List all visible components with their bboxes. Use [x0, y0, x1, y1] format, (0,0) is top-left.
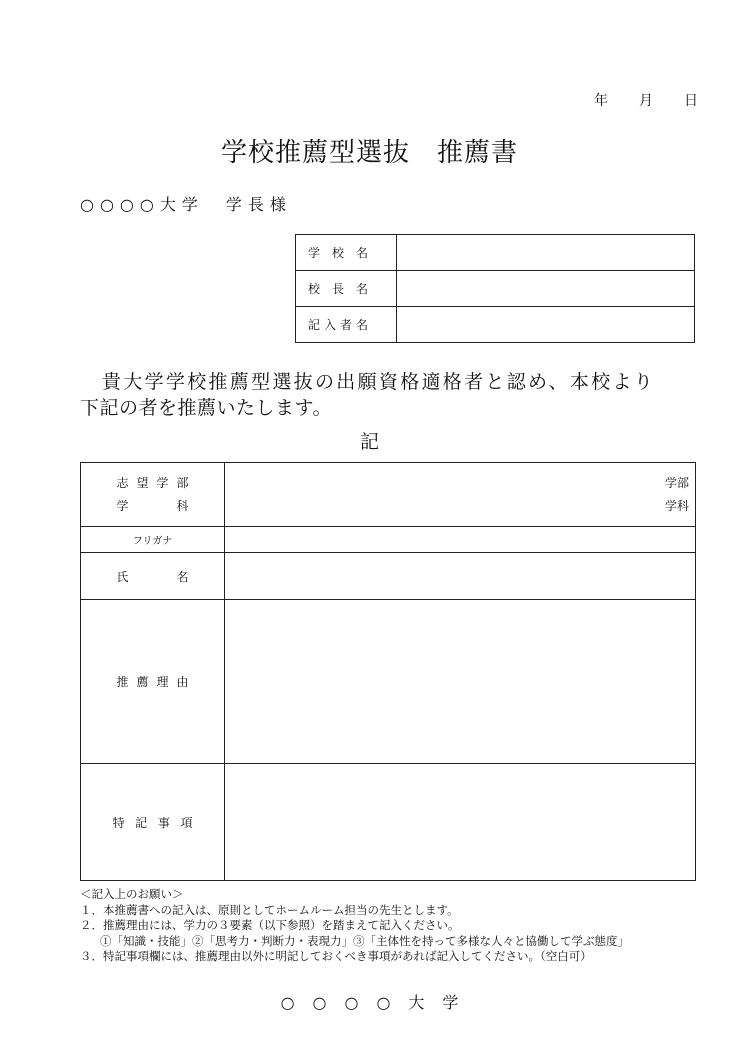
school-info-table — [295, 234, 695, 343]
instructions — [80, 887, 629, 965]
department-field[interactable] — [225, 463, 696, 527]
school-name-row — [296, 235, 695, 271]
faculty-suffix: 学部 — [664, 475, 689, 490]
instruction-subitem: ①「知識・技能」②「思考力・判断力・表現力」③「主体性を持って多様な人々と協働して学ぶ態度」 — [100, 933, 629, 948]
university-footer: ○○○○大学 — [280, 993, 477, 1012]
principal-name-row — [296, 271, 695, 307]
reason-row — [81, 600, 696, 764]
name-row — [81, 553, 696, 600]
page-title: 学校推薦型選抜 推薦書 — [220, 138, 518, 168]
instruction-item: １．本推薦書への記入は、原則としてホームルーム担当の先生とします。 — [80, 902, 459, 917]
instruction-item: ３．特記事項欄には、推薦理由以外に明記しておくべき事項があれば記入してください。（空白可） — [80, 949, 592, 963]
special-notes-label: 特 記 事 項 — [81, 764, 225, 881]
writer-name-field[interactable] — [397, 307, 695, 343]
name-field[interactable] — [225, 553, 696, 600]
instructions-header: ＜記入上のお願い＞ — [80, 887, 184, 901]
ki-heading: 記 — [359, 431, 379, 453]
department-row — [81, 463, 696, 527]
writer-name-label: 記 入 者 名 — [296, 307, 397, 343]
instruction-item: ２．推薦理由には、学力の３要素（以下参照）を踏まえて記入ください。 — [80, 918, 460, 932]
recommendation-statement — [80, 369, 700, 421]
principal-name-label: 校 長 名 — [296, 271, 397, 307]
name-label: 氏 名 — [81, 553, 225, 600]
addressee: ○○○○大学 学長様 — [80, 195, 292, 214]
reason-label: 推 薦 理 由 — [81, 600, 225, 764]
statement-line-1: 貴大学学校推薦型選抜の出願資格適格者と認め、本校より — [102, 371, 656, 393]
special-notes-field[interactable] — [225, 764, 696, 881]
school-name-label: 学 校 名 — [296, 235, 397, 271]
furigana-label: フリガナ — [81, 527, 225, 553]
writer-name-row — [296, 307, 695, 343]
school-name-field[interactable] — [397, 235, 695, 271]
principal-name-field[interactable] — [397, 271, 695, 307]
date-line: 年 月 日 — [594, 93, 699, 109]
department-label: 志 望 学 部 学 科 — [81, 463, 225, 527]
furigana-field[interactable] — [225, 527, 696, 553]
reason-field[interactable] — [225, 600, 696, 764]
furigana-row — [81, 527, 696, 553]
department-suffix: 学科 — [664, 498, 689, 513]
special-notes-row — [81, 764, 696, 881]
statement-line-2: 下記の者を推薦いたします。 — [80, 397, 332, 419]
candidate-table — [80, 462, 696, 881]
